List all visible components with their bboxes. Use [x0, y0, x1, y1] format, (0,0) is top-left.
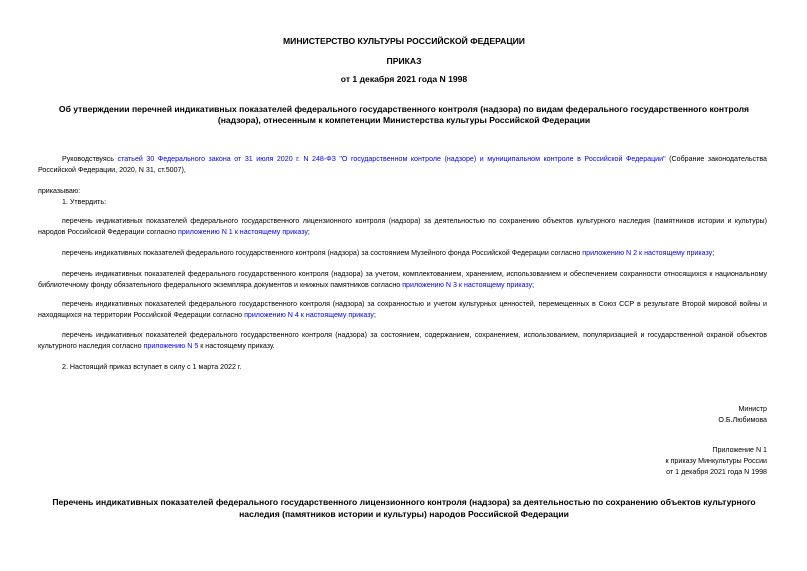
appendix-2-link[interactable]: приложению N 2 к настоящему приказу: [582, 249, 713, 257]
ministry-heading: МИНИСТЕРСТВО КУЛЬТУРЫ РОССИЙСКОЙ ФЕДЕРАЦИИ: [283, 36, 525, 46]
list-item-4: [38, 299, 767, 321]
list-item-text: перечень индикативных показателей федерального государственного контроля (надзора) за сохранностью и учетом культурных ценностей, перемещенных в Союз ССР в результате Второй мировой войны и находящихся на территории Российской Федерации согласно: [38, 300, 767, 319]
appendix-4-link[interactable]: приложению N 4 к настоящему приказу: [244, 311, 374, 319]
list-item-2: [38, 248, 767, 259]
order-word: приказываю:: [38, 187, 81, 195]
list-item-1: [38, 216, 767, 238]
appendix-line-2: к приказу Минкультуры России: [665, 457, 767, 465]
date-number-heading: от 1 декабря 2021 года N 1998: [340, 74, 468, 84]
list-item-suffix: к настоящему приказу.: [198, 342, 275, 350]
preamble-text-after: (Собрание законодательства Российской Федерации, 2020, N 31, ст.5007),: [38, 155, 767, 174]
appendix-1-link[interactable]: приложению N 1 к настоящему приказу: [178, 228, 308, 236]
list-item-suffix: ;: [532, 281, 535, 289]
preamble-paragraph: [38, 154, 767, 176]
item-2-text: 2. Настоящий приказ вступает в силу с 1 марта 2022 г.: [62, 363, 242, 371]
appendix-3-link[interactable]: приложению N 3 к настоящему приказу: [402, 281, 533, 289]
appendix-title: Перечень индикативных показателей федерального государственного лицензионного контроля (надзора) за деятельностью по сохранению объектов культурного наследия (памятников истории и культуры) народов Российской Федерации: [52, 497, 756, 519]
list-item-text: перечень индикативных показателей федерального государственного контроля (надзора) за состоянием, содержанием, сохранением, использованием, популяризацией и государственной охраной объектов культурного наследия согласно: [38, 331, 767, 350]
document-title: Об утверждении перечней индикативных показателей федерального государственного контроля (надзора) по видам федерального государственного контроля (надзора), отнесенным к компетенции Министерства культуры Российской Федерации: [58, 104, 750, 125]
list-item-suffix: ;: [373, 311, 376, 319]
list-item-suffix: ;: [307, 228, 310, 236]
law-link[interactable]: статьей 30 Федерального закона от 31 июля 2020 г. N 248-ФЗ "О государственном контроле (надзоре) и муниципальном контроле в Российской Федерации": [117, 155, 666, 163]
doc-type-heading: ПРИКАЗ: [386, 56, 422, 66]
list-item-3: [38, 269, 767, 291]
appendix-5-link[interactable]: приложению N 5: [143, 342, 199, 350]
appendix-line-3: от 1 декабря 2021 года N 1998: [666, 468, 767, 476]
signature-name: О.Б.Любимова: [718, 416, 767, 424]
list-item-text: перечень индикативных показателей федерального государственного лицензионного контроля (надзора) за деятельностью по сохранению объектов культурного наследия (памятников истории и культуры) народов Российской Федерации согласно: [38, 217, 767, 236]
list-item-text: перечень индикативных показателей федерального государственного контроля (надзора) за учетом, комплектованием, хранением, использованием и обеспечением сохранности относящихся к национальному библиотечному фонду обязательного федерального экземпляра документов и книжных памятников согласно: [38, 270, 767, 289]
list-item-5: [38, 330, 767, 352]
list-item-suffix: ;: [712, 249, 715, 257]
appendix-line-1: Приложение N 1: [712, 446, 767, 454]
list-item-text: перечень индикативных показателей федерального государственного контроля (надзора) за состоянием Музейного фонда Российской Федерации согласно: [62, 249, 583, 257]
item-1-text: 1. Утвердить:: [62, 198, 107, 206]
preamble-text-before: Руководствуясь: [62, 155, 118, 163]
signature-position: Министр: [738, 405, 767, 413]
